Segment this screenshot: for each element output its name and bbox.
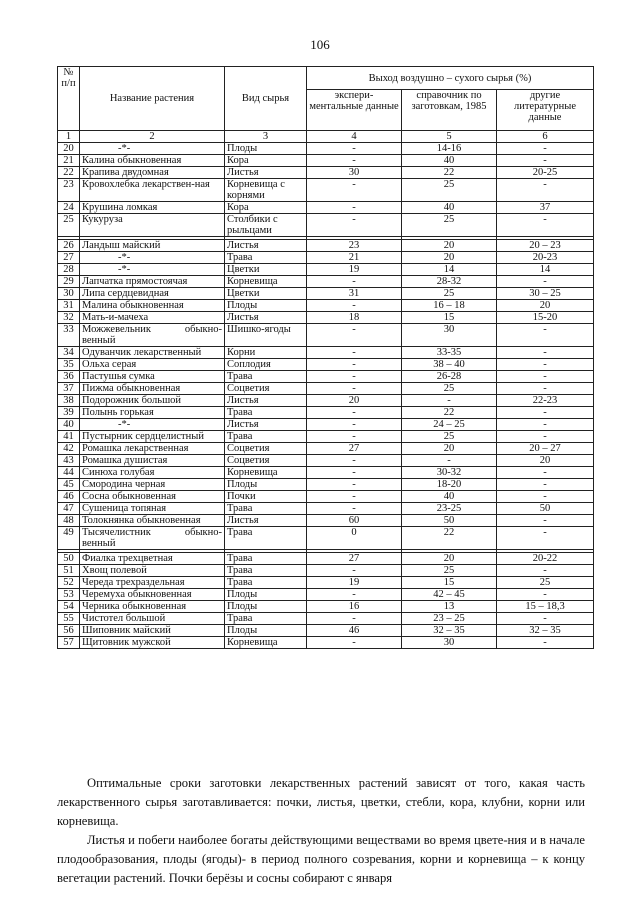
raw-material-type: Трава [225, 431, 307, 443]
experimental-value: 16 [307, 601, 402, 613]
table-row [58, 601, 594, 613]
header-plant-name: Название растения [80, 67, 225, 131]
raw-material-type: Трава [225, 553, 307, 565]
literature-value: - [497, 214, 594, 237]
raw-material-type: Трава [225, 577, 307, 589]
plant-name: Пастушья сумка [80, 371, 225, 383]
experimental-value: - [307, 347, 402, 359]
reference-value: 16 – 18 [402, 300, 497, 312]
raw-material-type: Листья [225, 419, 307, 431]
experimental-value: - [307, 565, 402, 577]
row-number: 28 [58, 264, 80, 276]
literature-value: - [497, 431, 594, 443]
reference-value: 25 [402, 565, 497, 577]
experimental-value: 27 [307, 553, 402, 565]
reference-value: 13 [402, 601, 497, 613]
plant-name: Мать-и-мачеха [80, 312, 225, 324]
header-experimental: экспери-ментальные данные [307, 90, 402, 131]
plant-name: Крапива двудомная [80, 167, 225, 179]
row-number: 30 [58, 288, 80, 300]
table-row [58, 395, 594, 407]
table-row [58, 371, 594, 383]
row-number: 25 [58, 214, 80, 237]
row-number: 43 [58, 455, 80, 467]
experimental-value: - [307, 455, 402, 467]
row-number: 29 [58, 276, 80, 288]
plant-name: Ромашка лекарственная [80, 443, 225, 455]
plant-name: -*- [80, 143, 225, 155]
column-number: 1 [58, 131, 80, 143]
raw-material-type: Плоды [225, 143, 307, 155]
experimental-value: - [307, 637, 402, 649]
row-number: 24 [58, 202, 80, 214]
plant-name: Можжевельник обыкно-венный [80, 324, 225, 347]
experimental-value: 27 [307, 443, 402, 455]
table-row [58, 455, 594, 467]
experimental-value: - [307, 276, 402, 288]
literature-value: - [497, 515, 594, 527]
experimental-value: - [307, 491, 402, 503]
reference-value: 30-32 [402, 467, 497, 479]
table-row [58, 359, 594, 371]
column-number-row [58, 131, 594, 143]
table-row [58, 491, 594, 503]
table-row [58, 503, 594, 515]
plant-name: Пижма обыкновенная [80, 383, 225, 395]
reference-value: 20 [402, 553, 497, 565]
plant-name: Синюха голубая [80, 467, 225, 479]
reference-value: 15 [402, 577, 497, 589]
experimental-value: 19 [307, 577, 402, 589]
experimental-value: - [307, 155, 402, 167]
row-number: 26 [58, 240, 80, 252]
plant-name: Кукуруза [80, 214, 225, 237]
table-row [58, 443, 594, 455]
plant-name: Чистотел большой [80, 613, 225, 625]
reference-value: - [402, 455, 497, 467]
column-number: 6 [497, 131, 594, 143]
row-number: 36 [58, 371, 80, 383]
plant-name: Пустырник сердцелистный [80, 431, 225, 443]
experimental-value: - [307, 324, 402, 347]
table-row [58, 155, 594, 167]
experimental-value: - [307, 479, 402, 491]
plant-name: Малина обыкновенная [80, 300, 225, 312]
reference-value: 24 – 25 [402, 419, 497, 431]
paragraph: Оптимальные сроки заготовки лекарственных растений зависят от того, какая часть лекарственного сырья заготавливается: почки, листья, цветки, стебли, кора, клубни, корни или корневища. [57, 776, 585, 828]
table-row [58, 252, 594, 264]
reference-value: 20 [402, 252, 497, 264]
reference-value: 14 [402, 264, 497, 276]
table-row [58, 515, 594, 527]
table-row [58, 383, 594, 395]
table-row [58, 637, 594, 649]
row-number: 27 [58, 252, 80, 264]
literature-value: - [497, 155, 594, 167]
table-row [58, 347, 594, 359]
literature-value: 32 – 35 [497, 625, 594, 637]
table-row [58, 264, 594, 276]
experimental-value: - [307, 371, 402, 383]
plant-name: Ландыш майский [80, 240, 225, 252]
experimental-value: 21 [307, 252, 402, 264]
raw-material-type: Плоды [225, 589, 307, 601]
row-number: 39 [58, 407, 80, 419]
table-row [58, 613, 594, 625]
literature-value: - [497, 143, 594, 155]
plant-name: Калина обыкновенная [80, 155, 225, 167]
reference-value: 22 [402, 167, 497, 179]
experimental-value: - [307, 407, 402, 419]
raw-material-type: Кора [225, 202, 307, 214]
row-number: 21 [58, 155, 80, 167]
table-row [58, 324, 594, 347]
table-row [58, 312, 594, 324]
reference-value: 25 [402, 383, 497, 395]
table-row [58, 214, 594, 237]
experimental-value: - [307, 300, 402, 312]
row-number: 54 [58, 601, 80, 613]
experimental-value: - [307, 467, 402, 479]
reference-value: 32 – 35 [402, 625, 497, 637]
row-number: 38 [58, 395, 80, 407]
plant-name: Щитовник мужской [80, 637, 225, 649]
literature-value: 20-23 [497, 252, 594, 264]
reference-value: 38 – 40 [402, 359, 497, 371]
reference-value: 25 [402, 288, 497, 300]
row-number: 40 [58, 419, 80, 431]
row-number: 42 [58, 443, 80, 455]
body-text [57, 774, 585, 888]
row-number: 37 [58, 383, 80, 395]
row-number: 50 [58, 553, 80, 565]
header-yield-group: Выход воздушно – сухого сырья (%) [307, 67, 594, 90]
raw-material-type: Цветки [225, 264, 307, 276]
reference-value: 25 [402, 431, 497, 443]
row-number: 41 [58, 431, 80, 443]
literature-value: - [497, 419, 594, 431]
literature-value: 50 [497, 503, 594, 515]
plant-name: Черника обыкновенная [80, 601, 225, 613]
raw-material-type: Соцветия [225, 443, 307, 455]
table-row [58, 553, 594, 565]
row-number: 55 [58, 613, 80, 625]
experimental-value: 0 [307, 527, 402, 550]
literature-value: 22-23 [497, 395, 594, 407]
reference-value: 30 [402, 324, 497, 347]
literature-value: 15 – 18,3 [497, 601, 594, 613]
literature-value: 20-22 [497, 553, 594, 565]
experimental-value: 46 [307, 625, 402, 637]
raw-material-type: Трава [225, 252, 307, 264]
plant-name: Фиалка трехцветная [80, 553, 225, 565]
row-number: 46 [58, 491, 80, 503]
plant-name: Полынь горькая [80, 407, 225, 419]
reference-value: 23 – 25 [402, 613, 497, 625]
row-number: 56 [58, 625, 80, 637]
header-reference: справочник по заготовкам, 1985 [402, 90, 497, 131]
literature-value: - [497, 479, 594, 491]
plant-name: -*- [80, 252, 225, 264]
raw-material-type: Плоды [225, 479, 307, 491]
literature-value: - [497, 407, 594, 419]
reference-value: - [402, 395, 497, 407]
raw-material-type: Цветки [225, 288, 307, 300]
row-number: 57 [58, 637, 80, 649]
experimental-value: - [307, 359, 402, 371]
reference-value: 20 [402, 240, 497, 252]
plant-yield-table [57, 66, 594, 649]
raw-material-type: Корневища с корнями [225, 179, 307, 202]
raw-material-type: Плоды [225, 601, 307, 613]
experimental-value: 30 [307, 167, 402, 179]
raw-material-type: Трава [225, 527, 307, 550]
table-row [58, 240, 594, 252]
raw-material-type: Соцветия [225, 383, 307, 395]
raw-material-type: Столбики с рыльцами [225, 214, 307, 237]
table-row [58, 407, 594, 419]
literature-value: - [497, 347, 594, 359]
experimental-value: - [307, 214, 402, 237]
column-number: 2 [80, 131, 225, 143]
reference-value: 25 [402, 179, 497, 202]
plant-name: Хвощ полевой [80, 565, 225, 577]
raw-material-type: Почки [225, 491, 307, 503]
raw-material-type: Листья [225, 515, 307, 527]
plant-name: Кровохлебка лекарствен-ная [80, 179, 225, 202]
plant-name: Одуванчик лекарственный [80, 347, 225, 359]
literature-value: - [497, 467, 594, 479]
table-row [58, 577, 594, 589]
row-number: 31 [58, 300, 80, 312]
table-row [58, 467, 594, 479]
row-number: 44 [58, 467, 80, 479]
literature-value: - [497, 359, 594, 371]
experimental-value: 18 [307, 312, 402, 324]
literature-value: - [497, 276, 594, 288]
reference-value: 15 [402, 312, 497, 324]
experimental-value: - [307, 202, 402, 214]
column-number: 5 [402, 131, 497, 143]
reference-value: 30 [402, 637, 497, 649]
row-number: 32 [58, 312, 80, 324]
row-number: 51 [58, 565, 80, 577]
raw-material-type: Кора [225, 155, 307, 167]
table-row [58, 527, 594, 550]
experimental-value: 20 [307, 395, 402, 407]
literature-value: 20 [497, 455, 594, 467]
column-number: 3 [225, 131, 307, 143]
header-num: № п/п [58, 67, 80, 131]
reference-value: 14-16 [402, 143, 497, 155]
literature-value: 25 [497, 577, 594, 589]
table-row [58, 179, 594, 202]
literature-value: - [497, 565, 594, 577]
experimental-value: - [307, 179, 402, 202]
reference-value: 28-32 [402, 276, 497, 288]
plant-name: Череда трехраздельная [80, 577, 225, 589]
literature-value: 15-20 [497, 312, 594, 324]
row-number: 53 [58, 589, 80, 601]
plant-name: Липа сердцевидная [80, 288, 225, 300]
experimental-value: - [307, 383, 402, 395]
literature-value: - [497, 324, 594, 347]
plant-name: Крушина ломкая [80, 202, 225, 214]
table-row [58, 143, 594, 155]
plant-name: Сушеница топяная [80, 503, 225, 515]
reference-value: 20 [402, 443, 497, 455]
paragraph: Листья и побеги наиболее богаты действующими веществами во время цвете-ния и в начале плодообразования, плоды (ягоды)- в период полного созревания, корни и корневища – к концу вегетации растений. Почки берёзы и сосны собирают с января [57, 833, 585, 885]
header-raw-type: Вид сырья [225, 67, 307, 131]
plant-name: Ромашка душистая [80, 455, 225, 467]
literature-value: - [497, 613, 594, 625]
experimental-value: - [307, 419, 402, 431]
raw-material-type: Листья [225, 312, 307, 324]
plant-name: Лапчатка прямостоячая [80, 276, 225, 288]
row-number: 33 [58, 324, 80, 347]
experimental-value: 31 [307, 288, 402, 300]
literature-value: - [497, 371, 594, 383]
row-number: 23 [58, 179, 80, 202]
raw-material-type: Трава [225, 371, 307, 383]
table-row [58, 202, 594, 214]
plant-name: Шиповник майский [80, 625, 225, 637]
raw-material-type: Соплодия [225, 359, 307, 371]
literature-value: 20 – 23 [497, 240, 594, 252]
row-number: 22 [58, 167, 80, 179]
table-body [58, 131, 594, 649]
row-number: 35 [58, 359, 80, 371]
experimental-value: - [307, 143, 402, 155]
experimental-value: 60 [307, 515, 402, 527]
page-number: 106 [310, 37, 330, 52]
raw-material-type: Трава [225, 565, 307, 577]
raw-material-type: Корневища [225, 467, 307, 479]
column-number: 4 [307, 131, 402, 143]
raw-material-type: Трава [225, 407, 307, 419]
table-row [58, 565, 594, 577]
row-number: 45 [58, 479, 80, 491]
plant-name: Толокнянка обыкновенная [80, 515, 225, 527]
reference-value: 40 [402, 155, 497, 167]
reference-value: 42 – 45 [402, 589, 497, 601]
row-number: 20 [58, 143, 80, 155]
raw-material-type: Трава [225, 503, 307, 515]
table-row [58, 288, 594, 300]
row-number: 52 [58, 577, 80, 589]
experimental-value: - [307, 613, 402, 625]
experimental-value: - [307, 589, 402, 601]
experimental-value: 23 [307, 240, 402, 252]
experimental-value: - [307, 503, 402, 515]
raw-material-type: Листья [225, 167, 307, 179]
raw-material-type: Корни [225, 347, 307, 359]
table-row [58, 479, 594, 491]
raw-material-type: Соцветия [225, 455, 307, 467]
table-row [58, 300, 594, 312]
literature-value: 20 [497, 300, 594, 312]
experimental-value: 19 [307, 264, 402, 276]
row-number: 48 [58, 515, 80, 527]
literature-value: - [497, 637, 594, 649]
literature-value: 20-25 [497, 167, 594, 179]
plant-name: Тысячелистник обыкно-венный [80, 527, 225, 550]
raw-material-type: Шишко-ягоды [225, 324, 307, 347]
raw-material-type: Корневища [225, 276, 307, 288]
literature-value: - [497, 589, 594, 601]
plant-name: -*- [80, 264, 225, 276]
literature-value: 20 – 27 [497, 443, 594, 455]
experimental-value: - [307, 431, 402, 443]
plant-name: Подорожник большой [80, 395, 225, 407]
raw-material-type: Плоды [225, 625, 307, 637]
table-row [58, 625, 594, 637]
table-row [58, 419, 594, 431]
literature-value: 37 [497, 202, 594, 214]
reference-value: 22 [402, 527, 497, 550]
table-row [58, 167, 594, 179]
plant-name: -*- [80, 419, 225, 431]
reference-value: 33-35 [402, 347, 497, 359]
plant-name: Сосна обыкновенная [80, 491, 225, 503]
table-row [58, 589, 594, 601]
reference-value: 40 [402, 202, 497, 214]
literature-value: - [497, 527, 594, 550]
reference-value: 50 [402, 515, 497, 527]
raw-material-type: Листья [225, 240, 307, 252]
literature-value: - [497, 179, 594, 202]
raw-material-type: Корневища [225, 637, 307, 649]
row-number: 34 [58, 347, 80, 359]
plant-name: Смородина черная [80, 479, 225, 491]
reference-value: 22 [402, 407, 497, 419]
reference-value: 40 [402, 491, 497, 503]
reference-value: 25 [402, 214, 497, 237]
reference-value: 26-28 [402, 371, 497, 383]
raw-material-type: Трава [225, 613, 307, 625]
reference-value: 23-25 [402, 503, 497, 515]
plant-name: Черемуха обыкновенная [80, 589, 225, 601]
literature-value: 14 [497, 264, 594, 276]
raw-material-type: Листья [225, 395, 307, 407]
literature-value: - [497, 491, 594, 503]
row-number: 47 [58, 503, 80, 515]
plant-name: Ольха серая [80, 359, 225, 371]
header-literature: другие литературные данные [497, 90, 594, 131]
raw-material-type: Плоды [225, 300, 307, 312]
row-number: 49 [58, 527, 80, 550]
table-row [58, 431, 594, 443]
literature-value: 30 – 25 [497, 288, 594, 300]
reference-value: 18-20 [402, 479, 497, 491]
table-row [58, 276, 594, 288]
literature-value: - [497, 383, 594, 395]
